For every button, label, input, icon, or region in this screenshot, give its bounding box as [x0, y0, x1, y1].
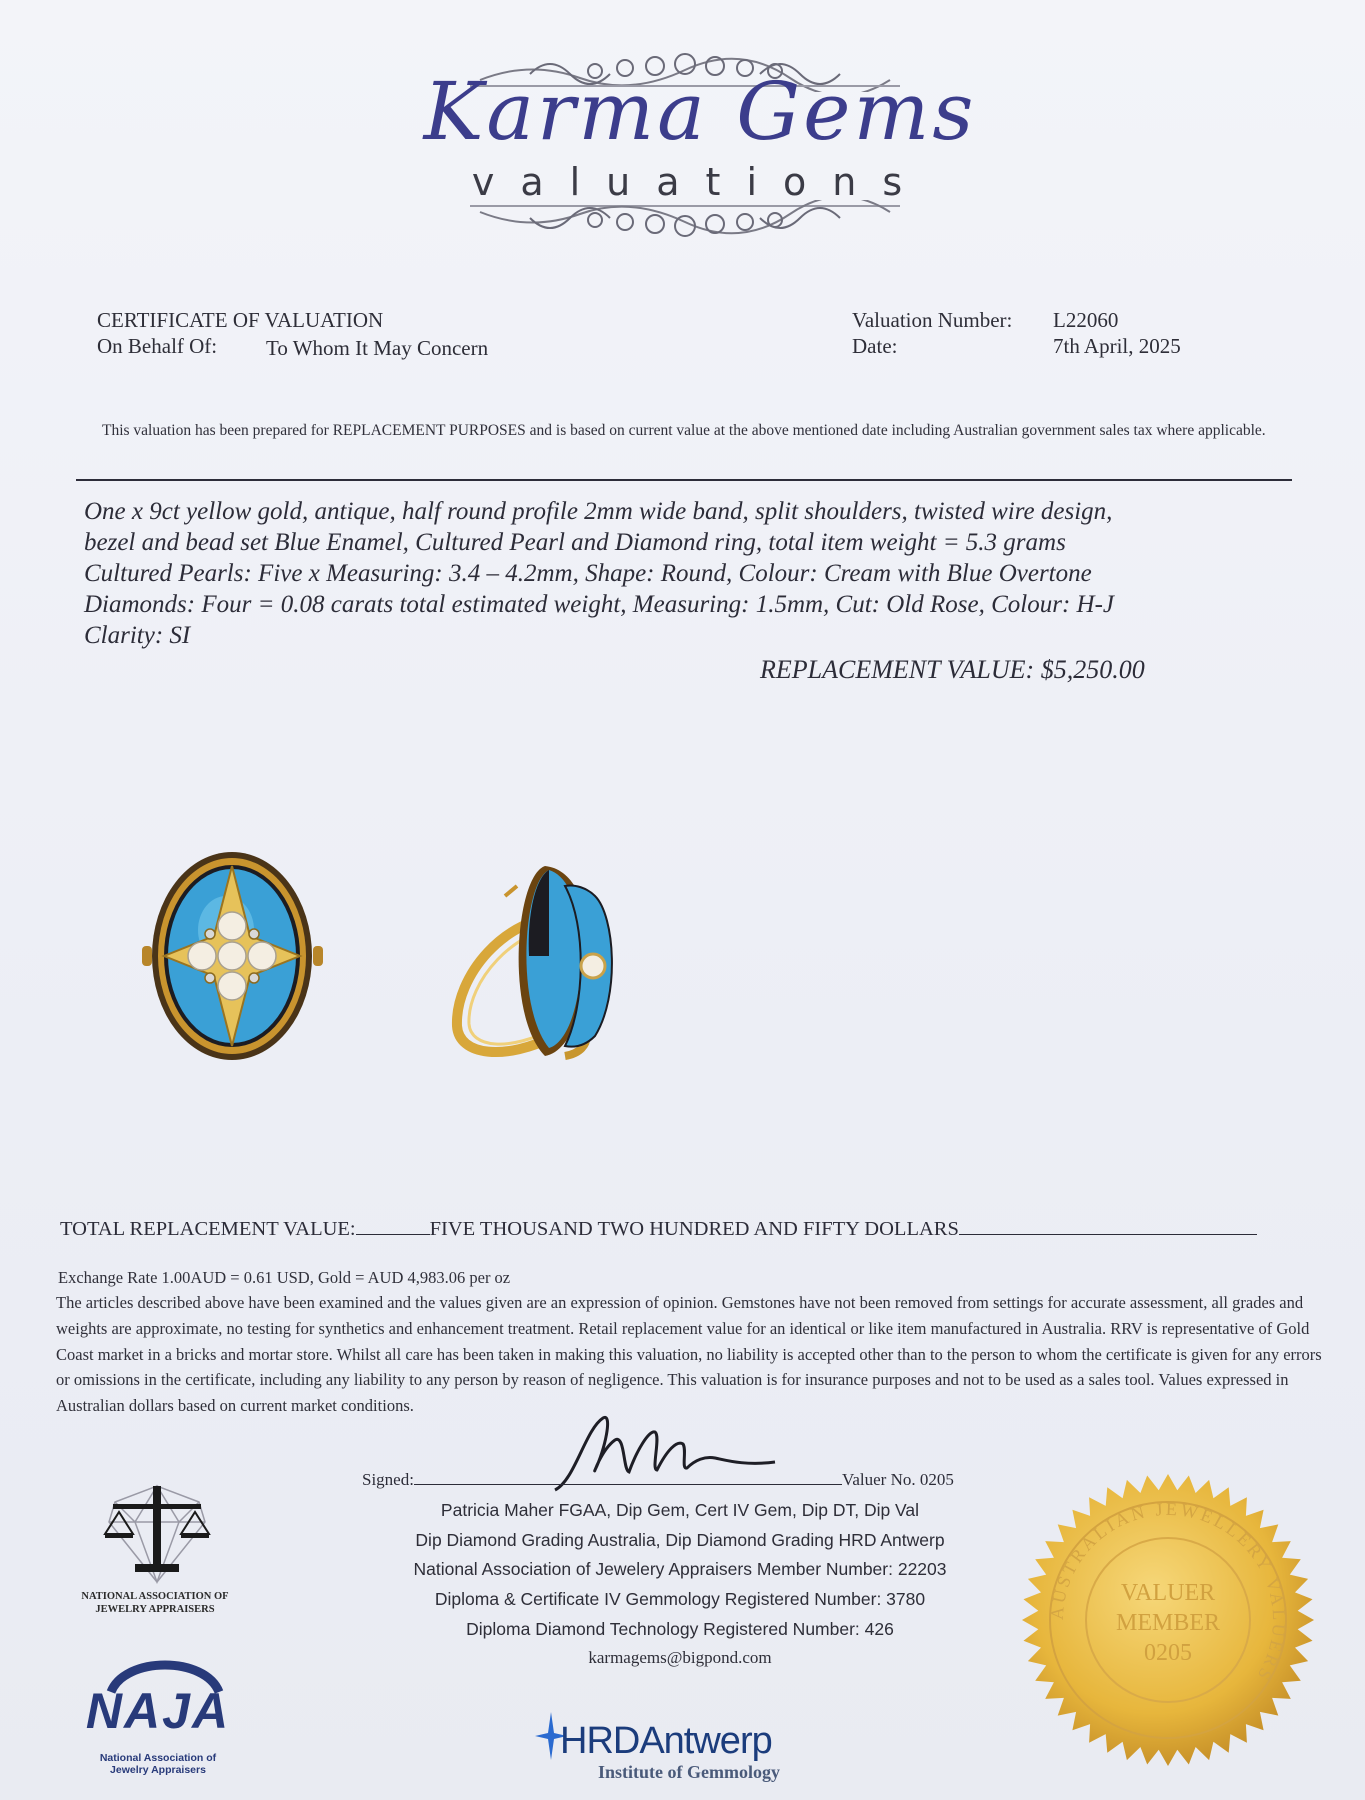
- description-line: bezel and bead set Blue Enamel, Cultured Pearl and Diamond ring, total item weight = 5.3 grams: [84, 529, 1066, 556]
- signature-line: [414, 1470, 842, 1485]
- description-line: Cultured Pearls: Five x Measuring: 3.4 – 4.2mm, Shape: Round, Colour: Cream with Blue Overtone: [84, 560, 1092, 587]
- certificate-title: CERTIFICATE OF VALUATION: [97, 308, 384, 332]
- replacement-value: REPLACEMENT VALUE: $5,250.00: [760, 655, 1145, 684]
- description-line: Diamonds: Four = 0.08 carats total estimated weight, Measuring: 1.5mm, Cut: Old Rose, Colour: H-J: [84, 591, 1114, 618]
- disclaimer-text: The articles described above have been examined and the values given are an expression of opinion. Gemstones have not been removed from settings for accurate assessment, all grades and weights are approximate, no testing for synthetics and enhancement treatment. Retail replacement value for an identical or like item manufactured in Australia. RRV is representative of Gold Coast market in a bricks and mortar store. Whilst all care has been taken in making this valuation, no liability is accepted other than to the person to whom the certificate is given for any errors or omissions in the certificate, including any liability to any person by reason of negligence. This valuation is for insurance purposes and not to be used as a sales tool. Values expressed in Australian dollars based on current market conditions.: [56, 1293, 1322, 1416]
- date-label: Date:: [852, 334, 898, 358]
- scales-logo-icon: [95, 1482, 220, 1587]
- naa-caption-line: JEWELRY APPRAISERS: [95, 1604, 215, 1615]
- signed-label: Signed:: [362, 1470, 414, 1489]
- total-value-words: FIVE THOUSAND TWO HUNDRED AND FIFTY DOLLARS: [429, 1218, 959, 1240]
- seal-ring-text: AUSTRALIAN JEWELLERY VALUERS: [1046, 1498, 1290, 1686]
- header-divider: [76, 479, 1292, 481]
- valuation-number-value: L22060: [1053, 308, 1119, 332]
- credential-line: Diploma & Certificate IV Gemmology Registered Number: 3780: [434, 1589, 926, 1609]
- credential-line: Dip Diamond Grading Australia, Dip Diamond Grading HRD Antwerp: [415, 1530, 945, 1550]
- total-replacement-row: [60, 1216, 1310, 1241]
- item-description: [84, 496, 1314, 651]
- naja-caption: [68, 1752, 248, 1776]
- description-line: One x 9ct yellow gold, antique, half round profile 2mm wide band, split shoulders, twisted wire design,: [84, 498, 1113, 525]
- signed-row: [362, 1470, 954, 1490]
- behalf-label: On Behalf Of:: [97, 334, 218, 358]
- ring-side-photo: [445, 856, 645, 1066]
- seal-center-text: VALUER: [1120, 1580, 1216, 1606]
- valuation-number-label: Valuation Number:: [852, 308, 1013, 332]
- logo-script-text: Karma Gems: [423, 65, 977, 158]
- credential-line: Patricia Maher FGAA, Dip Gem, Cert IV Gem, Dip DT, Dip Val: [440, 1500, 920, 1520]
- description-line: Clarity: SI: [84, 622, 191, 649]
- hrd-caption: Institute of Gemmology: [598, 1762, 780, 1782]
- valuer-number: Valuer No. 0205: [841, 1470, 954, 1489]
- naa-caption-line: NATIONAL ASSOCIATION OF: [81, 1591, 229, 1602]
- naja-logo-text: NAJA: [85, 1683, 231, 1739]
- exchange-rate: Exchange Rate 1.00AUD = 0.61 USD, Gold = AUD 4,983.06 per oz: [58, 1268, 511, 1287]
- bottom-flourish-ornament: [470, 200, 900, 252]
- ring-front-photo: [140, 846, 325, 1066]
- date-value: 7th April, 2025: [1053, 334, 1181, 358]
- hrd-logo-text: HRDAntwerp: [560, 1720, 772, 1762]
- gold-valuer-seal: [1018, 1470, 1318, 1770]
- naja-caption-line: Jewelry Appraisers: [110, 1764, 206, 1776]
- credential-line: Diploma Diamond Technology Registered Number: 426: [466, 1619, 894, 1639]
- total-label: TOTAL REPLACEMENT VALUE:: [60, 1218, 356, 1240]
- total-fill-line: [356, 1216, 430, 1235]
- seal-center-text: MEMBER: [1115, 1610, 1221, 1636]
- contact-email: karmagems@bigpond.com: [588, 1648, 772, 1667]
- seal-center-text: 0205: [1144, 1640, 1192, 1666]
- credential-line: National Association of Jewelery Appraisers Member Number: 22203: [413, 1559, 947, 1579]
- intro-statement: This valuation has been prepared for REPLACEMENT PURPOSES and is based on current value at the above mentioned date including Australian government sales tax where applicable.: [102, 422, 1266, 439]
- behalf-value: To Whom It May Concern: [266, 336, 489, 360]
- naa-caption: [60, 1590, 250, 1616]
- total-fill-line: [959, 1216, 1257, 1235]
- logo-subtitle: valuations: [471, 160, 929, 204]
- naja-caption-line: National Association of: [99, 1752, 217, 1764]
